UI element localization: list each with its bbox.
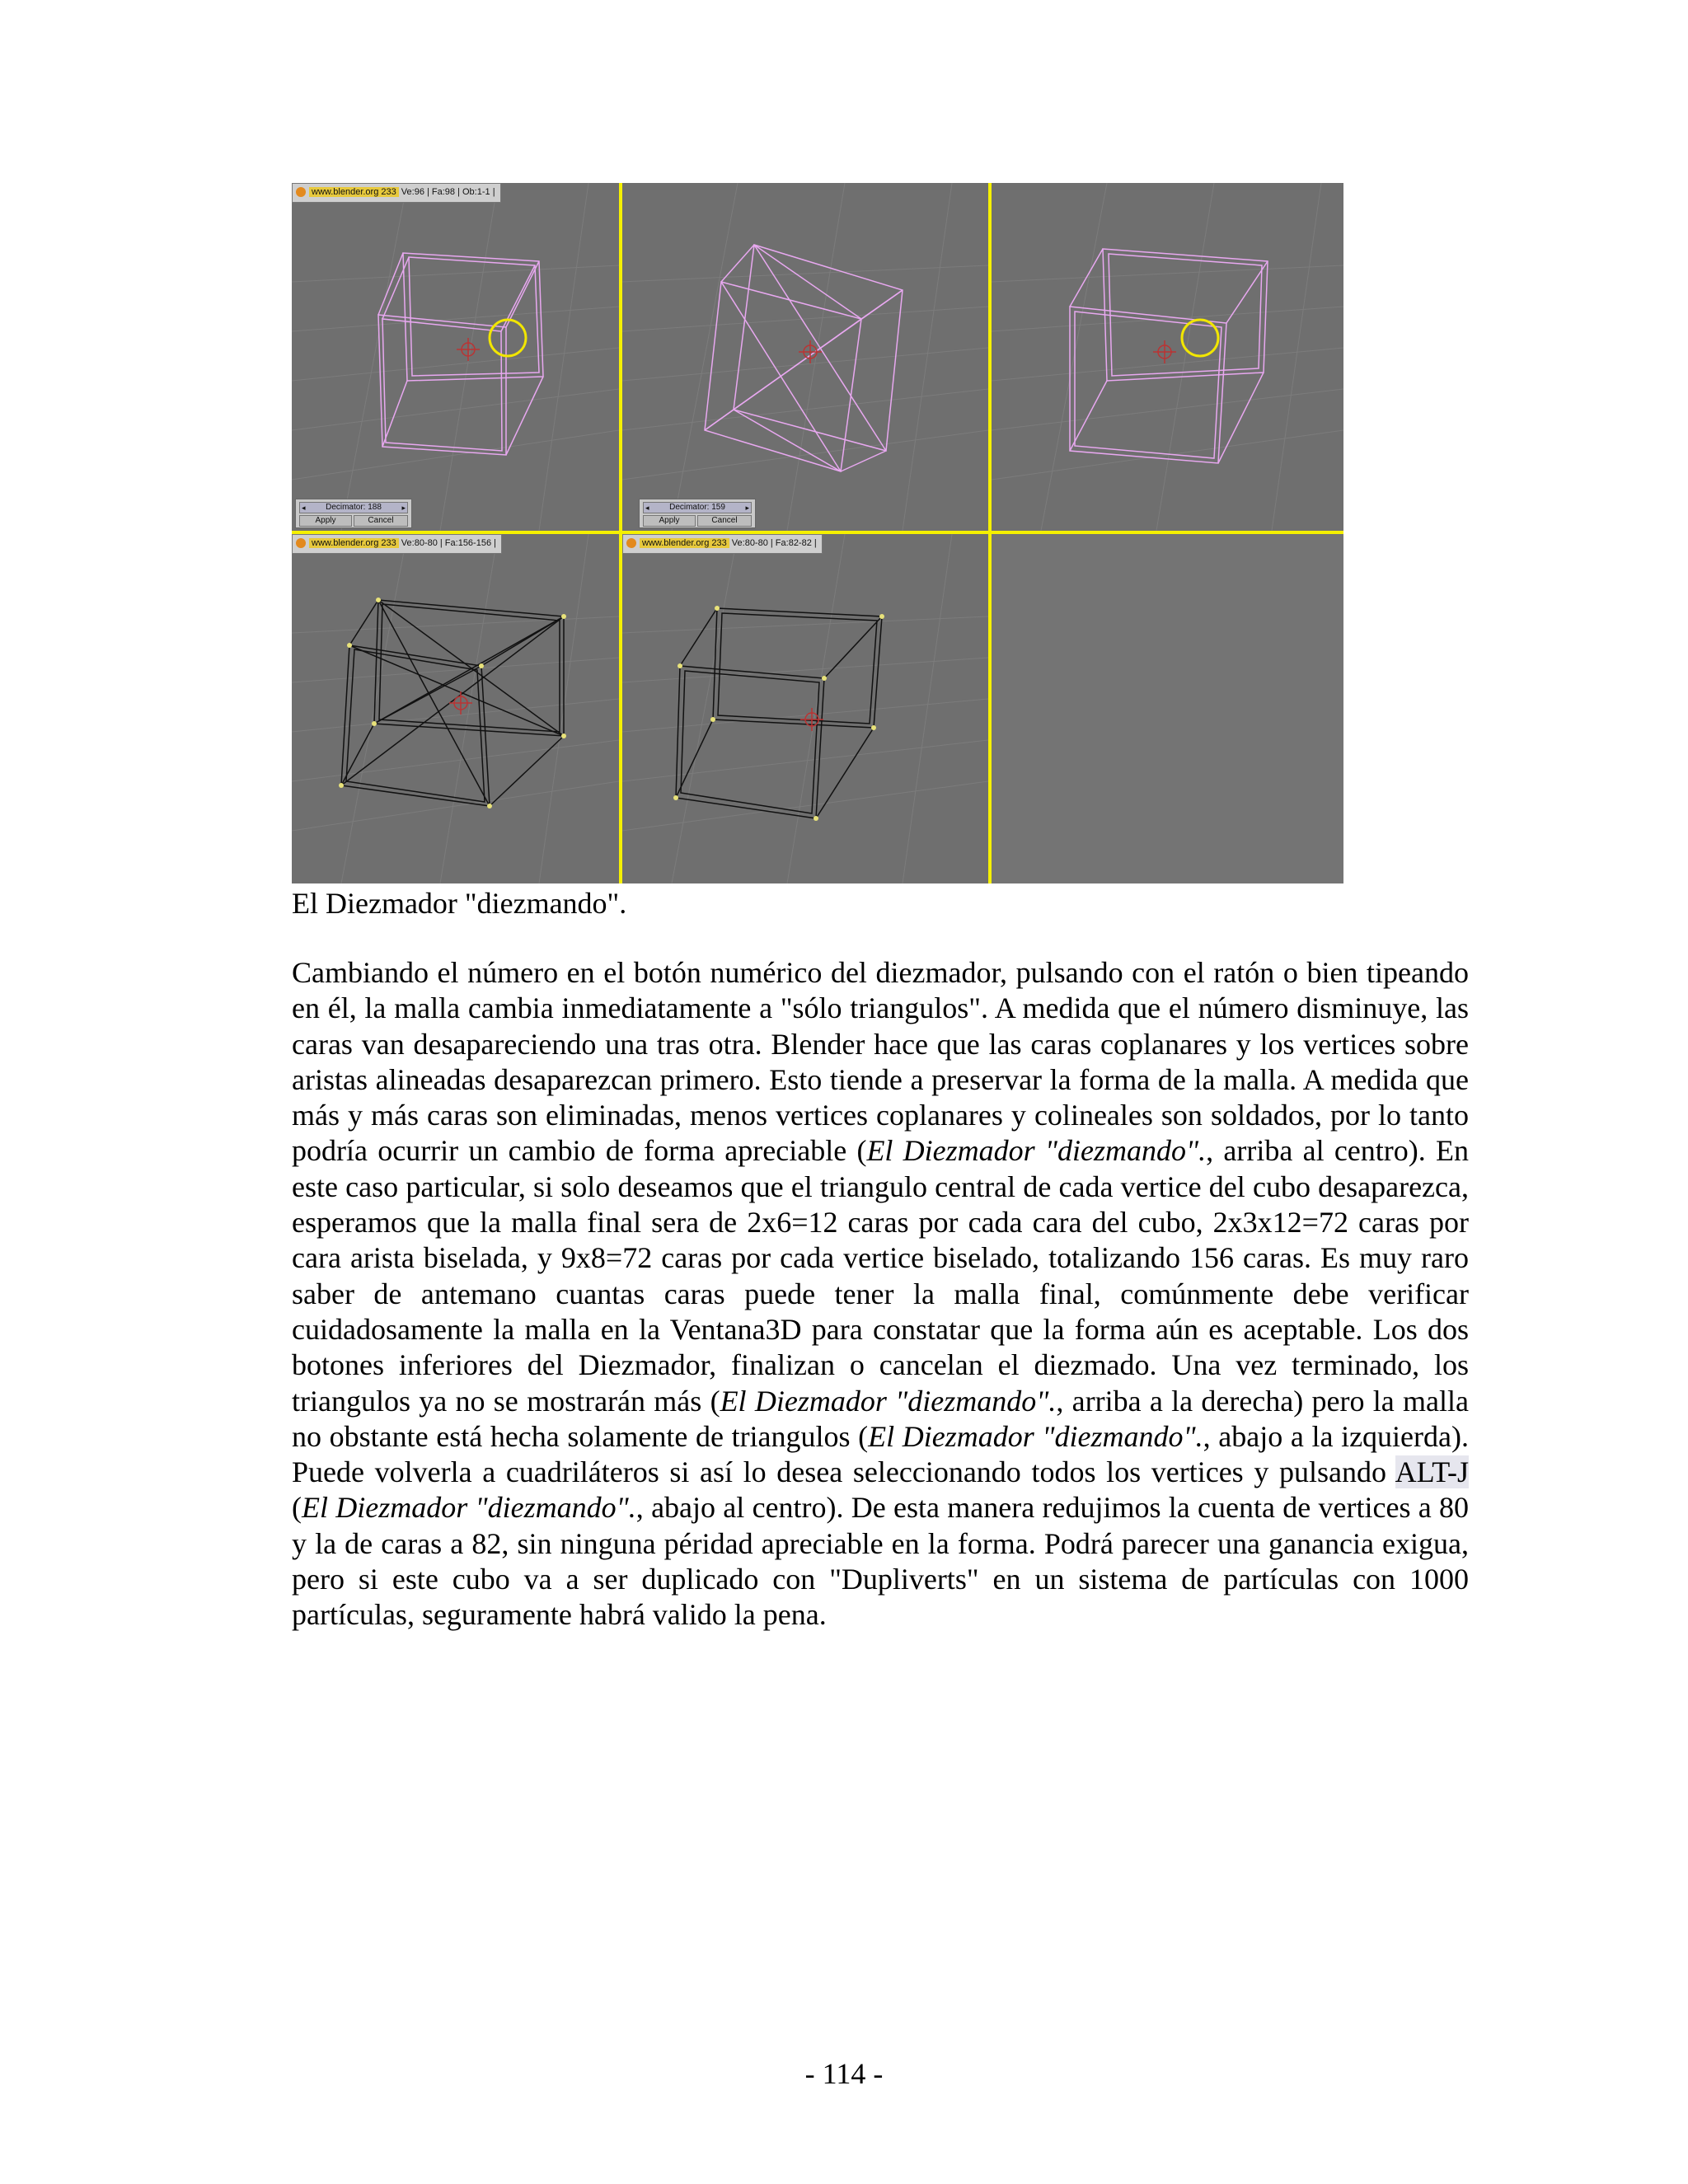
- body-paragraph: Cambiando el número en el botón numérico del diezmador, pulsando con el ratón o bien tipeando en él, la malla cambia inmediatamente a "sólo triangulos". A medida que el número disminuye, las caras van desapareciendo una tras otra. Blender hace que las caras coplanares y los vertices sobre aristas alineadas desaparezcan primero. Esto tiende a preservar la forma de la malla. A medida que más y más caras son eliminadas, menos vertices coplanares y colineales son soldados, por lo tanto podría ocurrir un cambio de forma apreciable (El Diezmador "diezmando"., arriba al centro). En este caso particular, si solo deseamos que el triangulo central de cada vertice del cubo desaparezca, esperamos que la malla final sera de 2x6=12 caras por cada cara del cubo, 2x3x12=72 caras por cara arista biselada, y 9x8=72 caras por cada vertice biselado, totalizando 156 caras. Es muy raro saber de antemano cuantas caras puede tener la malla final, comúnmente debe verificar cuidadosamente la malla en la Ventana3D para constatar que la forma aún es aceptable. Los dos botones inferiores del Diezmador, finalizan o cancelan el diezmado. Una vez terminado, los triangulos ya no se mostrarán más (El Diezmador "diezmando"., arriba a la derecha) pero la malla no obstante está hecha solamente de triangulos (El Diezmador "diezmando"., abajo a la izquierda). Puede volverla a cuadriláteros si así lo desea seleccionando todos los vertices y pulsando ALT-J (El Diezmador "diezmando"., abajo al centro). De esta manera redujimos la cuenta de vertices a 80 y la de caras a 82, sin ninguna péridad apreciable en la forma. Podrá parecer una ganancia exigua, pero si este cubo va a ser duplicado con "Dupliverts" en un sistema de partículas con 1000 partículas, seguramente habrá valido la pena.: [292, 956, 1470, 1632]
- figure-caption: El Diezmador "diezmando".: [292, 887, 627, 920]
- arrow-right-icon[interactable]: ▸: [401, 504, 406, 512]
- cube-wireframe-quads: [676, 608, 882, 818]
- viewport-bottom-left: [292, 534, 619, 883]
- figure-reference: El Diezmador "diezmando".: [720, 1384, 1057, 1418]
- viewport-top-right: [992, 183, 1343, 531]
- viewport-header: www.blender.org 233 Ve:80-80 | Fa:156-156 |: [292, 534, 502, 554]
- viewport-header: www.blender.org 233 Ve:80-80 | Fa:82-82 |: [622, 534, 823, 554]
- viewport-bottom-center: [622, 534, 988, 883]
- blender-logo-icon: [296, 538, 306, 548]
- blender-logo-icon: [626, 538, 636, 548]
- apply-button[interactable]: Apply: [299, 515, 352, 527]
- blender-logo-icon: [296, 187, 306, 197]
- cancel-button[interactable]: Cancel: [697, 515, 752, 527]
- 3d-cursor: [457, 338, 480, 361]
- viewport-header: www.blender.org 233 Ve:96 | Fa:98 | Ob:1-1 |: [292, 183, 501, 203]
- viewport-bottom-right: [992, 534, 1343, 883]
- cube-wireframe-selected: [1070, 249, 1268, 463]
- decimator-number-field[interactable]: ◂ Decimator: 159 ▸: [643, 502, 752, 513]
- figure-reference: El Diezmador "diezmando".: [866, 1134, 1207, 1168]
- cancel-button[interactable]: Cancel: [354, 515, 408, 527]
- viewport-top-left: [292, 183, 619, 531]
- keyboard-shortcut: ALT-J: [1395, 1455, 1469, 1489]
- figure-reference: El Diezmador "diezmando".: [302, 1491, 636, 1525]
- decimator-number-field[interactable]: ◂ Decimator: 188 ▸: [299, 502, 408, 513]
- arrow-right-icon[interactable]: ▸: [745, 504, 749, 512]
- page-number: - 114 -: [804, 2057, 884, 2090]
- decimator-panel: [639, 499, 756, 528]
- grid-floor: [292, 183, 619, 531]
- arrow-left-icon[interactable]: ◂: [302, 504, 306, 512]
- figure-reference: El Diezmador "diezmando".: [868, 1419, 1203, 1453]
- viewport-top-center: [622, 183, 988, 531]
- arrow-left-icon[interactable]: ◂: [645, 504, 649, 512]
- decimator-panel: [295, 499, 412, 528]
- viewport-separator-horizontal[interactable]: [292, 531, 1343, 534]
- apply-button[interactable]: Apply: [643, 515, 696, 527]
- figure-blender-screenshot: [292, 183, 1343, 883]
